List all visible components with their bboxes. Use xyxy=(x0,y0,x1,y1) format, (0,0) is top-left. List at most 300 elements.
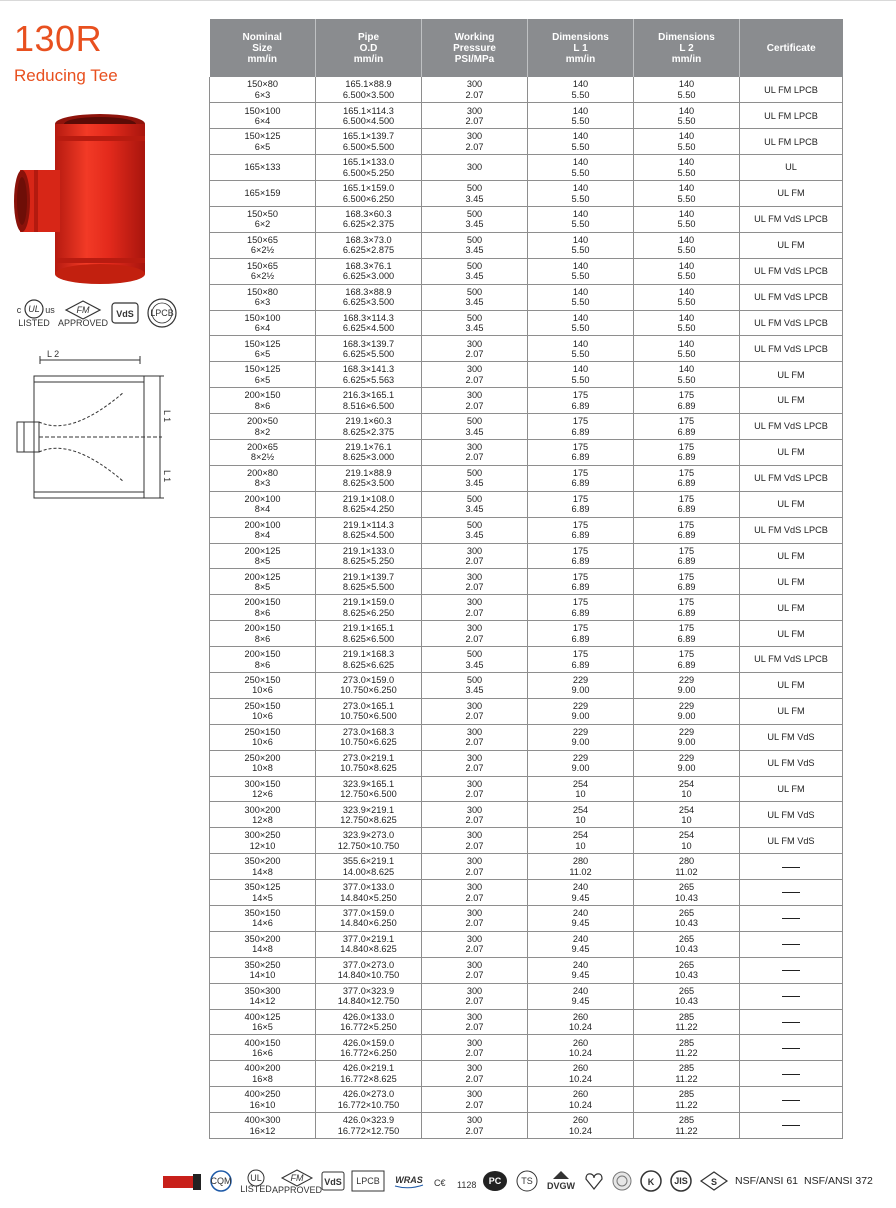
cell-l2-line-1: 10.43 xyxy=(675,944,698,955)
nsf-372-label: NSF/ANSI 372 xyxy=(804,1175,873,1187)
cell-od xyxy=(316,181,422,207)
cell-size xyxy=(210,155,316,181)
cell-wp-line-0: 300 xyxy=(466,1089,483,1100)
column-header-3 xyxy=(528,19,634,77)
cell-size-line-1: 6×5 xyxy=(254,374,271,385)
cell-size-line-0: 350×150 xyxy=(244,908,281,919)
cell-size-line-0: 250×150 xyxy=(244,726,281,737)
cell-size xyxy=(210,750,316,776)
cell-l2 xyxy=(634,647,740,673)
cell-wp xyxy=(422,931,528,957)
cell-l2-line-1: 6.89 xyxy=(677,530,696,541)
cell-size-line-1: 10×6 xyxy=(252,737,273,748)
cell-certificate xyxy=(740,647,843,673)
table-row xyxy=(210,206,843,232)
cell-l2-line-0: 140 xyxy=(678,234,695,245)
cell-od-line-0: 165.1×139.7 xyxy=(342,131,395,142)
certificate-text: UL FM VdS xyxy=(767,835,815,846)
cell-l2-line-0: 175 xyxy=(678,493,695,504)
cell-size-line-1: 14×8 xyxy=(252,944,273,955)
cell-wp xyxy=(422,362,528,388)
column-header-line: L 1 xyxy=(573,42,588,54)
column-header-2 xyxy=(422,19,528,77)
cell-certificate xyxy=(740,206,843,232)
cell-l2-line-1: 5.50 xyxy=(677,89,696,100)
cell-od xyxy=(316,388,422,414)
cell-od xyxy=(316,595,422,621)
cell-l2-line-1: 9.00 xyxy=(677,737,696,748)
cell-certificate xyxy=(740,258,843,284)
cell-l1-line-0: 260 xyxy=(572,1037,589,1048)
cell-certificate xyxy=(740,517,843,543)
cell-wp-line-0: 500 xyxy=(466,519,483,530)
cell-l2 xyxy=(634,621,740,647)
cell-l2 xyxy=(634,310,740,336)
cell-wp-line-0: 300 xyxy=(466,985,483,996)
cell-l2-line-0: 175 xyxy=(678,571,695,582)
table-row xyxy=(210,491,843,517)
cell-l1-line-0: 229 xyxy=(572,726,589,737)
cell-l1-line-0: 175 xyxy=(572,571,589,582)
cell-size-line-0: 350×200 xyxy=(244,934,281,945)
cell-size-line-1: 8×5 xyxy=(254,555,271,566)
cell-l1-line-0: 254 xyxy=(572,830,589,841)
cell-l1 xyxy=(528,388,634,414)
cell-od-line-0: 323.9×165.1 xyxy=(342,778,395,789)
cell-l2-line-0: 285 xyxy=(678,1063,695,1074)
cell-size-line-1: 14×6 xyxy=(252,918,273,929)
ul-listed-logo xyxy=(12,298,56,328)
no-certificate-dash xyxy=(782,1074,800,1075)
cell-l2 xyxy=(634,672,740,698)
cell-l2-line-1: 5.50 xyxy=(677,348,696,359)
cell-od xyxy=(316,310,422,336)
cell-size xyxy=(210,1035,316,1061)
cell-l1 xyxy=(528,724,634,750)
cell-size-line-1: 14×5 xyxy=(252,892,273,903)
cell-l2 xyxy=(634,129,740,155)
certificate-text: UL FM xyxy=(777,499,805,510)
cell-l1-line-1: 9.00 xyxy=(571,685,590,696)
cell-l2-line-0: 265 xyxy=(678,908,695,919)
cell-l2-line-1: 9.00 xyxy=(677,763,696,774)
cell-l2-line-0: 140 xyxy=(678,260,695,271)
cell-l1-line-1: 6.89 xyxy=(571,581,590,592)
cell-l2-line-1: 11.22 xyxy=(675,1047,698,1058)
cell-certificate xyxy=(740,465,843,491)
table-row xyxy=(210,103,843,129)
cell-wp-line-0: 300 xyxy=(466,131,483,142)
cell-size-line-1: 6×3 xyxy=(254,297,271,308)
table-row xyxy=(210,1061,843,1087)
cell-l2-line-0: 140 xyxy=(678,312,695,323)
cell-size-line-0: 150×80 xyxy=(247,79,278,90)
cell-certificate xyxy=(740,439,843,465)
cell-wp-line-1: 2.07 xyxy=(465,633,484,644)
cell-wp-line-1: 2.07 xyxy=(465,788,484,799)
cell-l1-line-0: 240 xyxy=(572,882,589,893)
cell-l2-line-0: 140 xyxy=(678,286,695,297)
cell-l2-line-0: 140 xyxy=(678,131,695,142)
cell-l2-line-1: 10 xyxy=(681,814,692,825)
cell-l2-line-1: 5.50 xyxy=(677,193,696,204)
cell-od xyxy=(316,1061,422,1087)
cell-od-line-0: 377.0×273.0 xyxy=(342,959,395,970)
cell-l1-line-0: 140 xyxy=(572,105,589,116)
cell-l2 xyxy=(634,1035,740,1061)
cell-od-line-1: 10.750×6.500 xyxy=(340,711,397,722)
cell-od-line-0: 323.9×219.1 xyxy=(342,804,395,815)
cell-certificate xyxy=(740,491,843,517)
cell-od-line-0: 219.1×165.1 xyxy=(342,623,395,634)
ul-c: c xyxy=(16,305,22,315)
seal-logo xyxy=(611,1170,633,1192)
cell-l1-line-1: 10 xyxy=(575,840,586,851)
cell-l2 xyxy=(634,284,740,310)
cell-wp-line-1: 2.07 xyxy=(465,814,484,825)
cell-l2 xyxy=(634,724,740,750)
cell-l1-line-1: 9.45 xyxy=(571,996,590,1007)
cell-size xyxy=(210,77,316,103)
cell-l2-line-0: 229 xyxy=(678,726,695,737)
dimension-drawing xyxy=(12,349,182,522)
cell-wp-line-1: 3.45 xyxy=(465,322,484,333)
cell-l2-line-1: 6.89 xyxy=(677,555,696,566)
cell-l1-line-1: 10.24 xyxy=(569,1125,592,1136)
cell-size-line-1: 16×12 xyxy=(249,1125,276,1136)
cell-l1 xyxy=(528,750,634,776)
cell-wp xyxy=(422,1061,528,1087)
cell-wp-line-1: 3.45 xyxy=(465,245,484,256)
footer-vds-mark: VdS xyxy=(324,1177,342,1187)
cell-l2-line-0: 285 xyxy=(678,1011,695,1022)
certificate-text: UL FM xyxy=(777,188,805,199)
cell-wp xyxy=(422,672,528,698)
cell-size xyxy=(210,828,316,854)
cell-size-line-0: 350×200 xyxy=(244,856,281,867)
cell-od xyxy=(316,1087,422,1113)
cell-size xyxy=(210,491,316,517)
cell-l1 xyxy=(528,672,634,698)
cell-certificate xyxy=(740,672,843,698)
cell-od xyxy=(316,414,422,440)
cell-size xyxy=(210,1113,316,1139)
cell-od xyxy=(316,621,422,647)
cell-size-line-1: 8×6 xyxy=(254,607,271,618)
cell-wp xyxy=(422,439,528,465)
cell-size-line-0: 400×300 xyxy=(244,1115,281,1126)
spec-table xyxy=(209,19,843,1139)
column-header-line: Certificate xyxy=(766,42,816,54)
certificate-text: UL FM VdS LPCB xyxy=(754,654,828,665)
cell-l2-line-0: 140 xyxy=(678,209,695,220)
cell-size xyxy=(210,129,316,155)
cell-od-line-0: 355.6×219.1 xyxy=(342,856,395,867)
cell-l1-line-0: 260 xyxy=(572,1063,589,1074)
certificate-text: UL FM VdS LPCB xyxy=(754,524,828,535)
cell-l1 xyxy=(528,543,634,569)
cell-l2 xyxy=(634,880,740,906)
cell-size-line-1: 16×5 xyxy=(252,1022,273,1032)
cell-l1 xyxy=(528,465,634,491)
cell-od-line-0: 219.1×114.3 xyxy=(343,519,394,530)
jis-logo xyxy=(669,1169,693,1193)
cell-l1-line-0: 260 xyxy=(572,1115,589,1126)
cell-size-line-0: 200×125 xyxy=(244,545,281,556)
cell-l2-line-1: 11.22 xyxy=(675,1073,698,1084)
cell-wp xyxy=(422,776,528,802)
certificate-text: UL xyxy=(785,162,797,173)
cell-certificate xyxy=(740,232,843,258)
cell-od-line-1: 6.625×5.500 xyxy=(342,348,395,359)
cell-size xyxy=(210,310,316,336)
cell-l1 xyxy=(528,906,634,932)
cell-od xyxy=(316,957,422,983)
cell-l2-line-1: 5.50 xyxy=(677,219,696,230)
table-row xyxy=(210,595,843,621)
cell-l1-line-0: 175 xyxy=(572,623,589,634)
footer-ul-mark: UL xyxy=(250,1173,262,1183)
table-row xyxy=(210,569,843,595)
cell-wp-line-0: 500 xyxy=(466,286,483,297)
cell-wp-line-1: 2.07 xyxy=(465,763,484,774)
cell-l1 xyxy=(528,103,634,129)
cell-wp xyxy=(422,854,528,880)
cell-l1-line-0: 254 xyxy=(572,778,589,789)
cell-wp-line-0: 300 xyxy=(466,830,483,841)
cell-l2 xyxy=(634,258,740,284)
cell-od-line-0: 426.0×219.1 xyxy=(342,1063,395,1074)
certificate-text: UL FM VdS LPCB xyxy=(754,266,828,277)
cell-size-line-1: 16×10 xyxy=(249,1099,276,1110)
cell-wp xyxy=(422,569,528,595)
cell-wp xyxy=(422,1035,528,1061)
column-header-line: O.D xyxy=(359,42,378,54)
cell-l2 xyxy=(634,206,740,232)
vds-mark: VdS xyxy=(116,309,134,319)
cell-wp-line-0: 300 xyxy=(466,105,483,116)
cell-size-line-0: 150×125 xyxy=(244,364,281,375)
cell-l2-line-0: 140 xyxy=(678,105,695,116)
cell-od xyxy=(316,672,422,698)
cell-od-line-0: 426.0×133.0 xyxy=(342,1011,395,1022)
lpcb-mark: LPCB xyxy=(150,308,174,318)
cell-l1-line-0: 254 xyxy=(572,804,589,815)
cell-l2-line-0: 265 xyxy=(678,934,695,945)
fm-mark: FM xyxy=(76,305,90,315)
cell-l2 xyxy=(634,750,740,776)
cell-l2-line-0: 140 xyxy=(678,338,695,349)
cell-size-line-0: 400×200 xyxy=(244,1063,281,1074)
certificate-text: UL FM xyxy=(777,240,805,251)
column-header-4 xyxy=(634,19,740,77)
cell-od-line-0: 426.0×273.0 xyxy=(342,1089,395,1100)
cell-od-line-0: 165.1×114.3 xyxy=(343,105,394,116)
cell-od-line-1: 8.625×5.500 xyxy=(342,581,395,592)
certificate-text: UL FM xyxy=(777,576,805,587)
cell-wp-line-1: 2.07 xyxy=(465,1073,484,1084)
cell-od-line-0: 219.1×60.3 xyxy=(345,416,392,427)
cell-l1-line-0: 140 xyxy=(572,157,589,168)
cell-wp-line-1: 3.45 xyxy=(465,219,484,230)
cell-wp-line-1: 2.07 xyxy=(465,89,484,100)
cell-wp xyxy=(422,1087,528,1113)
cell-size xyxy=(210,1087,316,1113)
cell-od-line-0: 377.0×219.1 xyxy=(342,934,395,945)
product-name: Reducing Tee xyxy=(14,66,118,85)
cell-od-line-1: 14.840×10.750 xyxy=(337,970,400,981)
cell-size-line-0: 150×100 xyxy=(244,105,281,116)
cell-size-line-1: 8×6 xyxy=(254,659,271,670)
cell-od xyxy=(316,465,422,491)
cell-size-line-0: 150×80 xyxy=(247,286,278,297)
cell-l1-line-1: 6.89 xyxy=(571,530,590,541)
cell-l1-line-1: 10.24 xyxy=(569,1099,592,1110)
cell-l2-line-1: 6.89 xyxy=(677,581,696,592)
cell-l2-line-0: 229 xyxy=(678,675,695,686)
cell-size xyxy=(210,517,316,543)
cell-od-line-0: 168.3×60.3 xyxy=(345,209,392,220)
table-row xyxy=(210,232,843,258)
cell-od xyxy=(316,750,422,776)
cell-size-line-1: 10×8 xyxy=(252,763,273,774)
cell-size xyxy=(210,569,316,595)
cell-od-line-1: 6.625×4.500 xyxy=(342,322,395,333)
cell-wp-line-1: 2.07 xyxy=(465,866,484,877)
table-row xyxy=(210,698,843,724)
cell-l1 xyxy=(528,802,634,828)
cell-od xyxy=(316,647,422,673)
cell-wp-line-1: 2.07 xyxy=(465,711,484,722)
table-row xyxy=(210,414,843,440)
cell-l1 xyxy=(528,854,634,880)
cell-l1-line-1: 6.89 xyxy=(571,452,590,463)
cell-certificate xyxy=(740,724,843,750)
cell-l2-line-1: 6.89 xyxy=(677,607,696,618)
no-certificate-dash xyxy=(782,918,800,919)
cell-l1 xyxy=(528,181,634,207)
cell-wp xyxy=(422,750,528,776)
cell-l2-line-1: 10 xyxy=(681,840,692,851)
cell-size-line-1: 6×2 xyxy=(254,219,271,230)
cell-l1-line-1: 10 xyxy=(575,814,586,825)
cell-od xyxy=(316,698,422,724)
no-certificate-dash xyxy=(782,996,800,997)
cell-size xyxy=(210,621,316,647)
cell-size-line-0: 350×125 xyxy=(244,882,281,893)
kc-mark: K xyxy=(647,1177,655,1187)
cell-wp xyxy=(422,155,528,181)
cell-l2-line-1: 11.22 xyxy=(675,1125,698,1136)
cell-l2 xyxy=(634,595,740,621)
cell-l2-line-0: 285 xyxy=(678,1089,695,1100)
cell-wp-line-0: 300 xyxy=(466,545,483,556)
cell-l1 xyxy=(528,232,634,258)
cell-wp-line-1: 2.07 xyxy=(465,607,484,618)
cell-l1-line-1: 5.50 xyxy=(571,374,590,385)
column-header-line: PSI/MPa xyxy=(454,53,495,65)
cell-l1 xyxy=(528,284,634,310)
cell-l1-line-1: 5.50 xyxy=(571,89,590,100)
certificate-text: UL FM xyxy=(777,680,805,691)
table-row xyxy=(210,880,843,906)
column-header-line: Dimensions xyxy=(552,31,609,43)
cell-l2-line-1: 6.89 xyxy=(677,659,696,670)
cell-size xyxy=(210,802,316,828)
cell-l2-line-1: 6.89 xyxy=(677,452,696,463)
cell-size-line-1: 8×4 xyxy=(254,504,271,515)
cell-wp-line-0: 300 xyxy=(466,752,483,763)
cell-l1-line-0: 140 xyxy=(572,183,589,194)
cell-wp-line-0: 300 xyxy=(466,390,483,401)
product-code: 130R xyxy=(14,18,103,59)
cell-l2-line-1: 10.43 xyxy=(675,892,698,903)
cell-l2 xyxy=(634,698,740,724)
cell-certificate xyxy=(740,1113,843,1139)
spec-table-container xyxy=(209,19,842,1139)
cell-size xyxy=(210,232,316,258)
cell-wp xyxy=(422,284,528,310)
cell-l2-line-0: 265 xyxy=(678,985,695,996)
cell-od-line-0: 219.1×88.9 xyxy=(345,468,392,478)
cell-od xyxy=(316,1009,422,1035)
dvgw-mark: DVGW xyxy=(547,1181,575,1191)
cell-wp xyxy=(422,206,528,232)
cell-l1 xyxy=(528,1061,634,1087)
cell-l1-line-1: 6.89 xyxy=(571,633,590,644)
cell-l1 xyxy=(528,647,634,673)
cell-wp-line-0: 300 xyxy=(466,934,483,945)
cell-certificate xyxy=(740,129,843,155)
cell-l2 xyxy=(634,388,740,414)
cell-wp-line-1: 3.45 xyxy=(465,271,484,282)
cell-wp-line-1: 2.07 xyxy=(465,1099,484,1110)
cell-wp-line-0: 300 xyxy=(466,804,483,815)
cell-wp-line-1: 2.07 xyxy=(465,918,484,929)
cell-od-line-0: 168.3×114.3 xyxy=(343,312,394,323)
cell-wp-line-0: 300 xyxy=(466,856,483,867)
cell-l1 xyxy=(528,310,634,336)
certificate-text: UL FM VdS LPCB xyxy=(754,343,828,354)
cell-l2 xyxy=(634,543,740,569)
cell-l1 xyxy=(528,129,634,155)
cell-wp-line-1: 3.45 xyxy=(465,530,484,541)
cell-od-line-1: 6.625×5.563 xyxy=(342,374,395,385)
cell-certificate xyxy=(740,1009,843,1035)
cell-wp-line-0: 500 xyxy=(466,183,483,194)
cell-l2-line-1: 10.43 xyxy=(675,996,698,1007)
table-row xyxy=(210,983,843,1009)
cell-l1-line-1: 5.50 xyxy=(571,271,590,282)
column-header-line: mm/in xyxy=(247,53,277,65)
cell-od-line-0: 216.3×165.1 xyxy=(342,390,395,401)
cell-od xyxy=(316,569,422,595)
cell-l2-line-0: 175 xyxy=(678,545,695,556)
cell-od xyxy=(316,155,422,181)
table-row xyxy=(210,1009,843,1035)
cell-od xyxy=(316,129,422,155)
cell-wp xyxy=(422,595,528,621)
cell-l1-line-1: 6.89 xyxy=(571,659,590,670)
table-row xyxy=(210,362,843,388)
cell-l1-line-1: 5.50 xyxy=(571,322,590,333)
cell-certificate xyxy=(740,983,843,1009)
cell-size-line-0: 150×100 xyxy=(244,312,281,323)
cell-l2 xyxy=(634,181,740,207)
cell-l1-line-1: 9.45 xyxy=(571,970,590,981)
cell-wp xyxy=(422,232,528,258)
table-row xyxy=(210,672,843,698)
